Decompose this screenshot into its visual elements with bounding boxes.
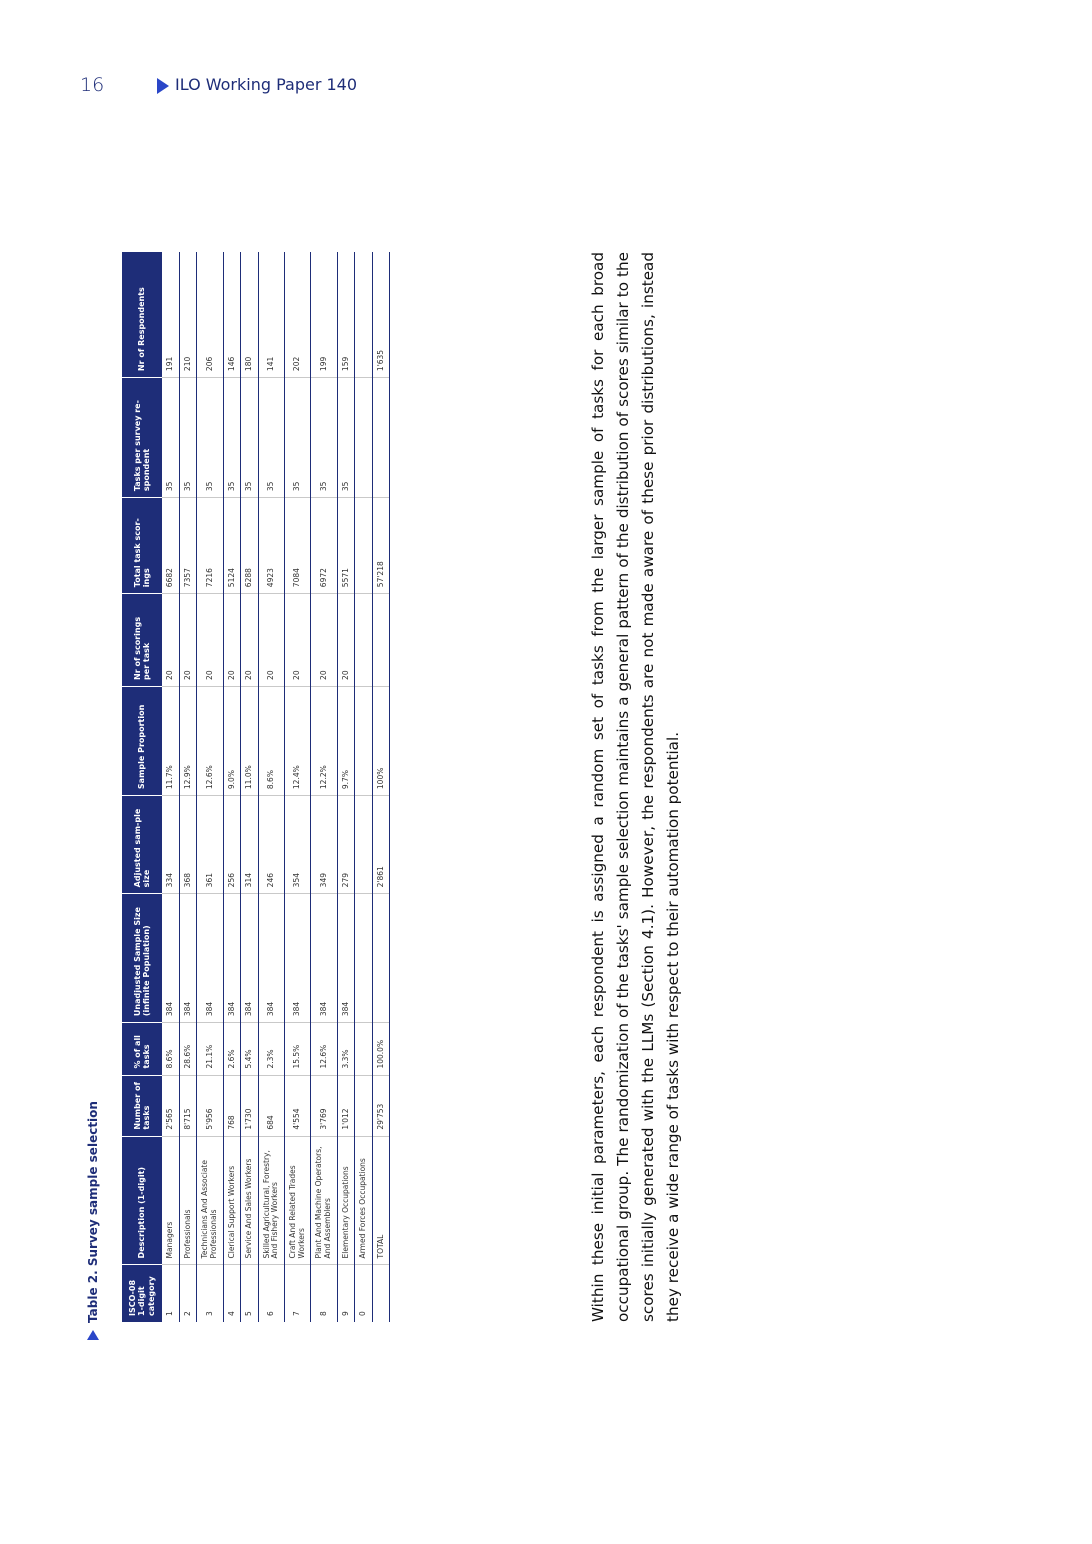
- table-cell: 11.7%: [162, 686, 179, 795]
- table-cell: 35: [197, 378, 223, 498]
- table-cell: 8'715: [179, 1075, 197, 1136]
- table-cell: 1: [162, 1265, 179, 1322]
- table-cell: [355, 686, 373, 795]
- triangle-right-icon: [157, 78, 169, 94]
- table-cell: 35: [162, 378, 179, 498]
- table-cell: 6972: [311, 498, 337, 594]
- table-cell: Elementary Occupations: [337, 1136, 355, 1265]
- table-cell: [372, 894, 390, 1023]
- table-cell: 7357: [179, 498, 197, 594]
- table-row: [241, 252, 259, 1322]
- publication-title: ILO Working Paper 140: [175, 75, 358, 94]
- table-cell: 20: [241, 594, 259, 687]
- table-cell: 4923: [258, 498, 284, 594]
- table-cell: 1'635: [372, 252, 390, 378]
- table-cell: 5124: [223, 498, 241, 594]
- triangle-right-icon: [87, 1330, 99, 1340]
- table-cell: 7: [285, 1265, 311, 1322]
- table-row: [197, 252, 223, 1322]
- table-cell: Managers: [162, 1136, 179, 1265]
- table-cell: 8.6%: [162, 1023, 179, 1075]
- table-cell: 20: [162, 594, 179, 687]
- table-cell: [372, 1265, 390, 1322]
- table-cell: 2'861: [372, 796, 390, 894]
- table-cell: TOTAL: [372, 1136, 390, 1265]
- table-cell: 180: [241, 252, 259, 378]
- table-cell: 3: [197, 1265, 223, 1322]
- table-cell: 8.6%: [258, 686, 284, 795]
- table-cell: Craft And Related Trades Workers: [285, 1136, 311, 1265]
- table-cell: 2.6%: [223, 1023, 241, 1075]
- table-cell: 20: [285, 594, 311, 687]
- table-row: [372, 252, 390, 1322]
- table-cell: [372, 378, 390, 498]
- table-cell: 12.6%: [311, 1023, 337, 1075]
- table-cell: [355, 252, 373, 378]
- table-cell: 6288: [241, 498, 259, 594]
- table-cell: 279: [337, 796, 355, 894]
- table-cell: 9.0%: [223, 686, 241, 795]
- table-cell: 384: [223, 894, 241, 1023]
- table-cell: 12.4%: [285, 686, 311, 795]
- table-cell: [355, 796, 373, 894]
- table-cell: 20: [223, 594, 241, 687]
- table-cell: 12.2%: [311, 686, 337, 795]
- column-header: Sample Proportion: [122, 686, 162, 795]
- table-cell: 35: [311, 378, 337, 498]
- table-cell: 35: [285, 378, 311, 498]
- table-cell: 20: [258, 594, 284, 687]
- table-cell: 7216: [197, 498, 223, 594]
- table-cell: 20: [337, 594, 355, 687]
- column-header: Nr of Respondents: [122, 252, 162, 378]
- table-cell: [355, 498, 373, 594]
- table-cell: 368: [179, 796, 197, 894]
- column-header: Unadjusted Sample Size (infinite Population): [122, 894, 162, 1023]
- column-header: Nr of scorings per task: [122, 594, 162, 687]
- table-cell: 199: [311, 252, 337, 378]
- column-header: % of all tasks: [122, 1023, 162, 1075]
- table-cell: 9.7%: [337, 686, 355, 795]
- table-row: [162, 252, 179, 1322]
- table-cell: 5'956: [197, 1075, 223, 1136]
- table-row: [337, 252, 355, 1322]
- table-cell: 141: [258, 252, 284, 378]
- table-cell: 159: [337, 252, 355, 378]
- table-row: [285, 252, 311, 1322]
- table-cell: 9: [337, 1265, 355, 1322]
- table-cell: 1'012: [337, 1075, 355, 1136]
- table-cell: 4: [223, 1265, 241, 1322]
- table-cell: 2: [179, 1265, 197, 1322]
- table-cell: 384: [179, 894, 197, 1023]
- table-cell: Clerical Support Workers: [223, 1136, 241, 1265]
- table-cell: 210: [179, 252, 197, 378]
- table-cell: 354: [285, 796, 311, 894]
- table-cell: 2'565: [162, 1075, 179, 1136]
- table-cell: 6682: [162, 498, 179, 594]
- table-cell: 1'730: [241, 1075, 259, 1136]
- column-header: Tasks per survey re-spondent: [122, 378, 162, 498]
- table-cell: Professionals: [179, 1136, 197, 1265]
- table-cell: 21.1%: [197, 1023, 223, 1075]
- table-row: [223, 252, 241, 1322]
- table-cell: 384: [241, 894, 259, 1023]
- table-cell: 28.6%: [179, 1023, 197, 1075]
- table-row: [179, 252, 197, 1322]
- table-cell: 15.5%: [285, 1023, 311, 1075]
- table-cell: 684: [258, 1075, 284, 1136]
- column-header: Number of tasks: [122, 1075, 162, 1136]
- table-header-row: [122, 252, 162, 1322]
- table-cell: 20: [179, 594, 197, 687]
- table-cell: 20: [197, 594, 223, 687]
- table-cell: 5: [241, 1265, 259, 1322]
- table-cell: 3.3%: [337, 1023, 355, 1075]
- table-cell: 246: [258, 796, 284, 894]
- table-cell: 384: [285, 894, 311, 1023]
- table-cell: 384: [337, 894, 355, 1023]
- body-paragraph: Within these initial parameters, each respondent is assigned a random set of tasks from the larger sample of tasks for each broad occupational group. The randomization of the tasks' sample selection maintains a general pattern of the distribution of scores similar to the scores initially generated with the LLMs (Section 4.1). However, the respondents are not made aware of these prior distributions, instead they receive a wide range of tasks with respect to their automation potential.: [589, 252, 683, 1322]
- table-cell: 11.0%: [241, 686, 259, 795]
- table-cell: [355, 1075, 373, 1136]
- table-cell: 3'769: [311, 1075, 337, 1136]
- page-header: [0, 74, 1092, 98]
- rotated-page-content: [80, 250, 683, 1340]
- table-cell: [355, 378, 373, 498]
- table-cell: 12.6%: [197, 686, 223, 795]
- table-cell: 5.4%: [241, 1023, 259, 1075]
- table-cell: 35: [337, 378, 355, 498]
- table-caption-text: Table 2. Survey sample selection: [86, 1101, 100, 1323]
- table-cell: [355, 894, 373, 1023]
- table-cell: 7084: [285, 498, 311, 594]
- table-cell: 20: [311, 594, 337, 687]
- table-caption: [82, 1101, 104, 1340]
- table-cell: 206: [197, 252, 223, 378]
- survey-sample-table: [122, 252, 390, 1322]
- table-cell: 334: [162, 796, 179, 894]
- table-cell: 361: [197, 796, 223, 894]
- column-header: ISCO-08 1-digit category: [122, 1265, 162, 1322]
- table-cell: 384: [311, 894, 337, 1023]
- table-cell: 384: [162, 894, 179, 1023]
- table-cell: 768: [223, 1075, 241, 1136]
- table-cell: [372, 594, 390, 687]
- table-cell: 8: [311, 1265, 337, 1322]
- table-row: [258, 252, 284, 1322]
- table-cell: Armed Forces Occupations: [355, 1136, 373, 1265]
- table-cell: 12.9%: [179, 686, 197, 795]
- table-cell: 4'554: [285, 1075, 311, 1136]
- table-row: [311, 252, 337, 1322]
- table-cell: 384: [197, 894, 223, 1023]
- column-header: Total task scor-ings: [122, 498, 162, 594]
- table-cell: 57'218: [372, 498, 390, 594]
- table-cell: Plant And Machine Operators, And Assemblers: [311, 1136, 337, 1265]
- table-cell: 100%: [372, 686, 390, 795]
- table-cell: [355, 1023, 373, 1075]
- table-cell: 35: [258, 378, 284, 498]
- table-cell: 2.3%: [258, 1023, 284, 1075]
- table-cell: 29'753: [372, 1075, 390, 1136]
- column-header: Adjusted sam-ple size: [122, 796, 162, 894]
- page-number: 16: [80, 74, 105, 96]
- column-header: Description (1-digit): [122, 1136, 162, 1265]
- table-row: [355, 252, 373, 1322]
- table-cell: 35: [223, 378, 241, 498]
- table-cell: 6: [258, 1265, 284, 1322]
- table-cell: 349: [311, 796, 337, 894]
- table-cell: Technicians And Associate Professionals: [197, 1136, 223, 1265]
- table-cell: 314: [241, 796, 259, 894]
- table-cell: Service And Sales Workers: [241, 1136, 259, 1265]
- table-cell: 0: [355, 1265, 373, 1322]
- table-cell: 5571: [337, 498, 355, 594]
- table-cell: Skilled Agricultural, Forestry, And Fishery Workers: [258, 1136, 284, 1265]
- table-cell: 146: [223, 252, 241, 378]
- table-cell: 100.0%: [372, 1023, 390, 1075]
- table-cell: 256: [223, 796, 241, 894]
- table-cell: 35: [179, 378, 197, 498]
- table-cell: [355, 594, 373, 687]
- table-cell: 384: [258, 894, 284, 1023]
- table-cell: 202: [285, 252, 311, 378]
- table-cell: 35: [241, 378, 259, 498]
- table-cell: 191: [162, 252, 179, 378]
